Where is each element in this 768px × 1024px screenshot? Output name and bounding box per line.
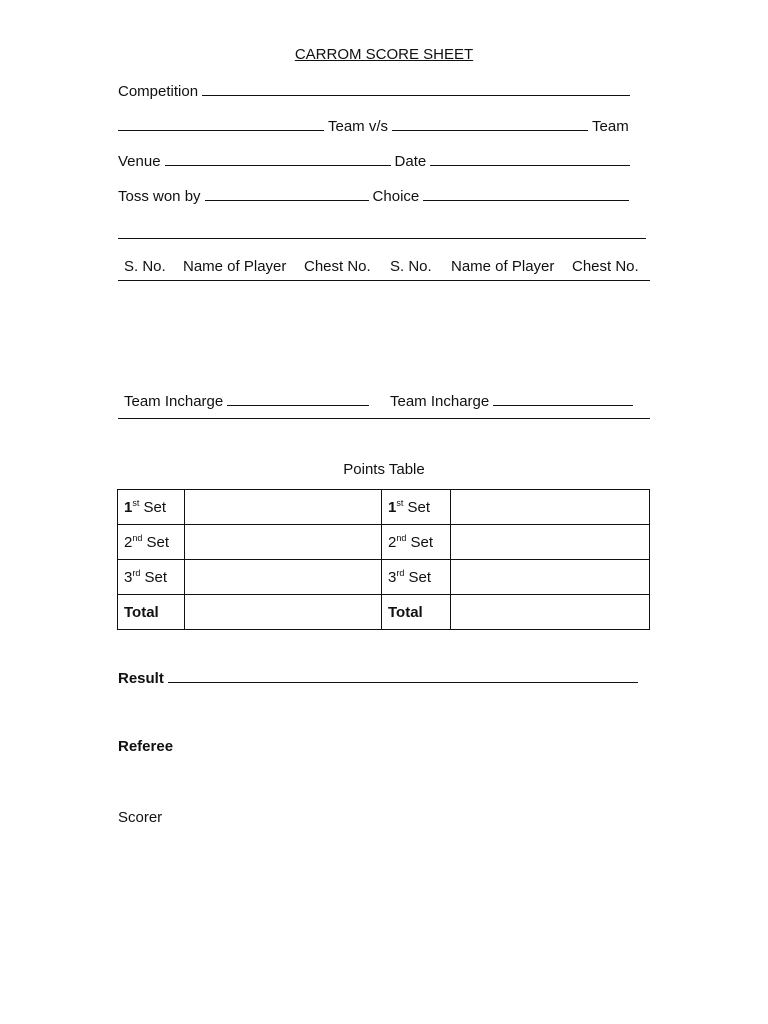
venue-field[interactable] [165,151,391,166]
col-chest-2: Chest No. [572,258,639,275]
toss-field[interactable] [205,186,369,201]
set-3-label-left: 3rd Set [118,560,185,595]
scorer-label: Scorer [118,809,163,826]
total-score-left[interactable] [185,595,382,630]
set-1-label-left: 1st Set [118,490,185,525]
incharge-right-label: Team Incharge [390,393,490,410]
col-sno-2: S. No. [390,258,432,275]
incharge-left-label: Team Incharge [124,393,224,410]
incharge-left [124,391,373,411]
col-sno-1: S. No. [124,258,166,275]
toss-choice-row [118,186,650,206]
col-chest-1: Chest No. [304,258,371,275]
incharge-rule [118,418,650,419]
table-row [118,595,650,630]
col-name-1: Name of Player [183,258,287,275]
col-name-2: Name of Player [451,258,555,275]
competition-row [118,81,650,101]
team-b-field[interactable] [392,116,588,131]
set-3-score-right[interactable] [451,560,650,595]
toss-label: Toss won by [118,188,201,205]
page-title: CARROM SCORE SHEET [294,46,474,63]
team-vs-row [118,116,650,136]
set-1-label-right: 1st Set [382,490,451,525]
total-score-right[interactable] [451,595,650,630]
table-row [118,490,650,525]
set-1-score-right[interactable] [451,490,650,525]
venue-date-row [118,151,650,171]
set-1-score-left[interactable] [185,490,382,525]
competition-label: Competition [118,83,199,100]
date-field[interactable] [430,151,630,166]
venue-label: Venue [118,153,161,170]
header-rule [118,280,650,281]
set-2-score-left[interactable] [185,525,382,560]
choice-field[interactable] [423,186,629,201]
team-vs-label: Team v/s [328,118,389,135]
incharge-left-field[interactable] [227,391,369,406]
result-field[interactable] [168,668,638,683]
table-row [118,525,650,560]
incharge-right-field[interactable] [493,391,633,406]
set-2-label-left: 2nd Set [118,525,185,560]
date-label: Date [394,153,427,170]
team-a-field[interactable] [118,116,324,131]
set-2-label-right: 2nd Set [382,525,451,560]
total-label-right: Total [382,595,451,630]
team-label: Team [592,118,629,135]
blank-line[interactable] [118,238,646,239]
set-3-score-left[interactable] [185,560,382,595]
referee-label: Referee [118,738,174,755]
result-label: Result [118,670,164,687]
table-row [118,560,650,595]
choice-label: Choice [372,188,420,205]
points-table-title: Points Table [343,461,425,478]
competition-field[interactable] [202,81,630,96]
points-table [117,489,650,630]
set-3-label-right: 3rd Set [382,560,451,595]
result-row [118,668,642,688]
total-label-left: Total [118,595,185,630]
set-2-score-right[interactable] [451,525,650,560]
incharge-right [390,391,637,411]
